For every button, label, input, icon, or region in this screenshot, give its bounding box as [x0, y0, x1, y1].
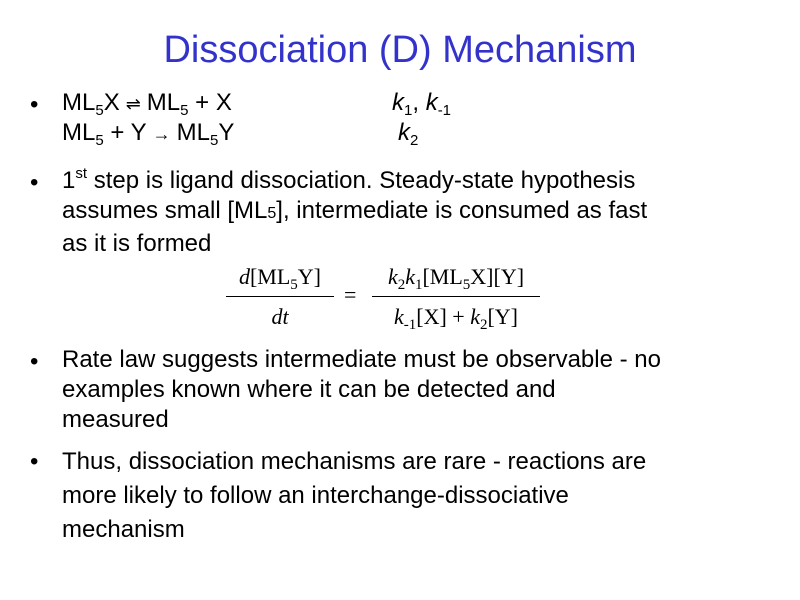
equals-sign: = — [344, 282, 357, 307]
equilibrium-arrow-icon: ⇌ — [125, 94, 141, 114]
forward-arrow-icon: → — [152, 124, 171, 144]
bullet-marker: • — [30, 448, 39, 475]
lhs-numerator: $d[ML_5Y]$ — [238, 264, 322, 293]
bullet-rate-law: Rate law suggests intermediate must be observable - no examples known where it can be detected and measured — [62, 346, 661, 433]
reaction-step-2: $ML_5 + Y \to ML_5Y$ — [62, 119, 235, 149]
rate-law-equation — [226, 264, 546, 336]
bullet-steady-state: 1st step is ligand dissociation. Steady-state hypothesis assumes small [ML5], intermediate is consumed as fast as it is formed — [62, 165, 648, 257]
lhs-denominator: dt — [271, 304, 289, 329]
bullet-marker: • — [30, 348, 39, 375]
reaction-step-1: $ML_5X$ ⇌ $ML_5 + X$ — [62, 89, 232, 119]
bullet-marker: • — [30, 91, 39, 118]
rhs-numerator: $k_2k_1[ML_5X][Y]$ — [387, 264, 525, 293]
bullet-conclusion: Thus, dissociation mechanisms are rare - reactions are more likely to follow an interchange-dissociative mechanism — [62, 448, 647, 543]
rate-constants-step-1: $k_1$, $k_{-1}$ — [392, 89, 452, 119]
bullet-marker: • — [30, 169, 39, 196]
rate-constant-step-2: $k_2$ — [398, 119, 419, 149]
rhs-denominator: $k_{-1}[X] + k_2[Y]$ — [393, 304, 519, 333]
slide-title: Dissociation (D) Mechanism — [163, 29, 637, 71]
